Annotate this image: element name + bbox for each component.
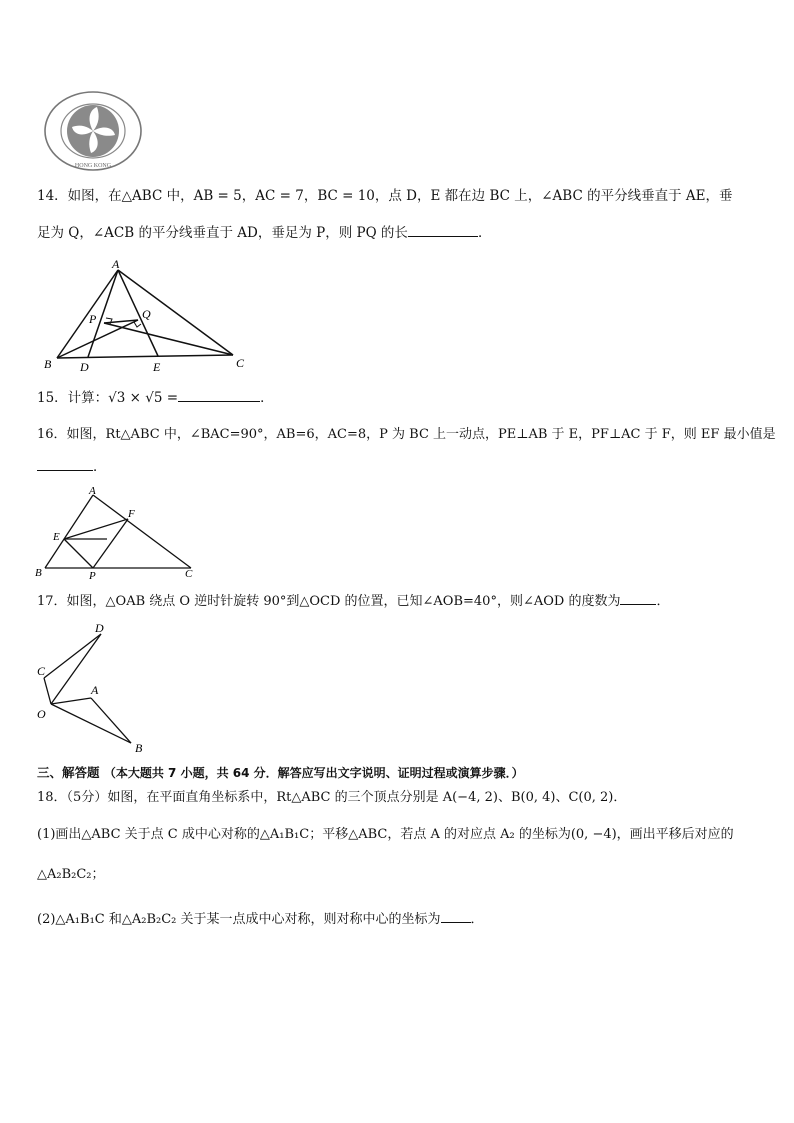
q16-label-C: C <box>185 568 193 580</box>
q18-period: ． <box>470 912 484 927</box>
q15-answer-blank[interactable] <box>178 389 260 402</box>
q14-label-P: P <box>89 312 97 326</box>
q16-label-B: B <box>35 567 42 579</box>
q14-line2 <box>37 224 491 242</box>
q14-label-C: C <box>236 356 245 370</box>
q17-line <box>37 592 669 611</box>
q17-period: ． <box>656 594 670 609</box>
q16-answer-blank[interactable] <box>37 458 93 471</box>
q16-label-A: A <box>89 485 96 497</box>
q17-text: 17．如图，△OAB 绕点 O 逆时针旋转 90°到△OCD 的位置，已知∠AOB=40°，则∠AOD 的度数为 <box>37 594 621 609</box>
emblem-bottom-text: HONG KONG <box>74 163 112 169</box>
q16-figure <box>33 484 203 580</box>
q15-period: ． <box>260 390 274 406</box>
q15-text: 15．计算：√3 × √5 = <box>37 390 179 406</box>
q17-label-B: B <box>135 741 143 755</box>
q14-figure <box>40 255 250 375</box>
q18-line3: △A₂B₂C₂； <box>37 867 105 882</box>
emblem-logo <box>43 90 143 172</box>
q17-label-C: C <box>37 664 46 678</box>
q14-label-A: A <box>112 257 120 271</box>
q14-line2-text: 足为 Q，∠ACB 的平分线垂直于 AD，垂足为 P，则 PQ 的长 <box>37 225 408 241</box>
q18-line1: 18．（5分）如图，在平面直角坐标系中，Rt△ABC 的三个顶点分别是 A(−4, 2)、B(0, 4)、C(0, 2)． <box>37 790 627 805</box>
q14-label-D: D <box>80 360 89 374</box>
q18-line4-text: (2)△A₁B₁C 和△A₂B₂C₂ 关于某一点成中心对称，则对称中心的坐标为 <box>37 912 441 927</box>
q17-label-O: O <box>37 707 46 721</box>
q16-label-P: P <box>89 570 96 580</box>
bauhinia-emblem-icon <box>43 90 143 172</box>
section3-note: （本大题共 7 小题，共 64 分．解答应写出文字说明、证明过程或演算步骤．） <box>103 766 524 780</box>
section3-heading <box>37 764 524 782</box>
q15-line <box>37 389 274 407</box>
q14-label-Q: Q <box>142 307 151 321</box>
q14-line1: 14．如图，在△ABC 中，AB = 5，AC = 7，BC = 10，点 D，E 都在边 BC 上，∠ABC 的平分线垂直于 AE，垂 <box>37 188 733 204</box>
q16-line2 <box>37 458 107 476</box>
q17-label-D: D <box>95 621 104 635</box>
q17-label-A: A <box>91 683 99 697</box>
q18-answer-blank[interactable] <box>441 910 471 923</box>
q17-figure <box>33 618 163 758</box>
q14-label-B: B <box>44 357 52 371</box>
q14-period: ． <box>477 225 492 241</box>
q16-period: ． <box>93 459 107 475</box>
q17-answer-blank[interactable] <box>620 592 656 605</box>
section3-title: 三、解答题 <box>37 765 100 780</box>
q14-label-E: E <box>153 360 161 374</box>
q18-line4 <box>37 910 484 929</box>
q18-line2: (1)画出△ABC 关于点 C 成中心对称的△A₁B₁C；平移△ABC，若点 A 的对应点 A₂ 的坐标为(0, −4)，画出平移后对应的 <box>37 827 734 842</box>
q14-answer-blank[interactable] <box>408 224 478 237</box>
q16-line1: 16．如图，Rt△ABC 中，∠BAC=90°，AB=6，AC=8，P 为 BC 上一动点，PE⊥AB 于 E，PF⊥AC 于 F，则 EF 最小值是 <box>37 427 776 442</box>
q16-label-F: F <box>128 508 135 520</box>
q16-label-E: E <box>53 531 60 543</box>
